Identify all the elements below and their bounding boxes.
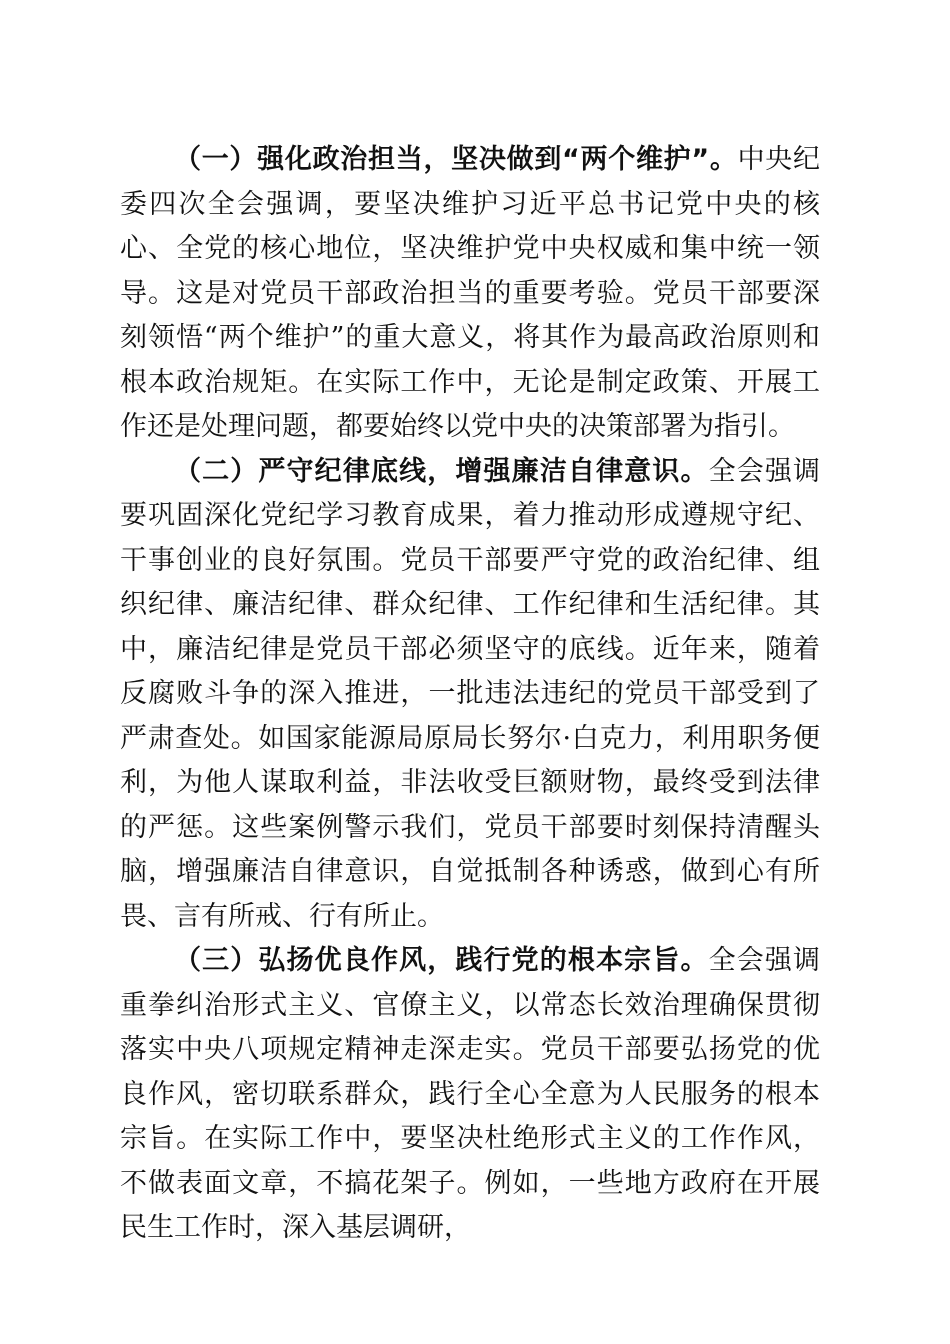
document-body	[120, 138, 820, 1251]
paragraph-text-3: 全会强调重拳纠治形式主义、官僚主义，以常态长效治理确保贯彻落实中央八项规定精神走深走实。党员干部要弘扬党的优良作风，密切联系群众，践行全心全意为人民服务的根本宗旨。在实际工作中，要坚决杜绝形式主义的工作作风，不做表面文章，不搞花架子。例如，一些地方政府在开展民生工作时，深入基层调研，	[120, 945, 821, 1243]
paragraph-political-responsibility	[120, 138, 820, 450]
paragraph-work-style	[120, 939, 820, 1251]
paragraph-text-1: 中央纪委四次全会强调，要坚决维护习近平总书记党中央的核心、全党的核心地位，坚决维护党中央权威和集中统一领导。这是对党员干部政治担当的重要考验。党员干部要深刻领悟“两个维护”的重大意义，将其作为最高政治原则和根本政治规矩。在实际工作中，无论是制定政策、开展工作还是处理问题，都要始终以党中央的决策部署为指引。	[120, 144, 820, 442]
section-heading-3: （三）弘扬优良作风，践行党的根本宗旨。	[174, 945, 709, 976]
paragraph-discipline	[120, 450, 820, 940]
section-heading-1: （一）强化政治担当，坚决做到“两个维护”。	[174, 144, 738, 175]
paragraph-text-2: 全会强调要巩固深化党纪学习教育成果，着力推动形成遵规守纪、干事创业的良好氛围。党员干部要严守党的政治纪律、组织纪律、廉洁纪律、群众纪律、工作纪律和生活纪律。其中，廉洁纪律是党员干部必须坚守的底线。近年来，随着反腐败斗争的深入推进，一批违法违纪的党员干部受到了严肃查处。如国家能源局原局长努尔·白克力，利用职务便利，为他人谋取利益，非法收受巨额财物，最终受到法律的严惩。这些案例警示我们，党员干部要时刻保持清醒头脑，增强廉洁自律意识，自觉抵制各种诱惑，做到心有所畏、言有所戒、行有所止。	[120, 455, 821, 932]
section-heading-2: （二）严守纪律底线，增强廉洁自律意识。	[174, 455, 709, 487]
